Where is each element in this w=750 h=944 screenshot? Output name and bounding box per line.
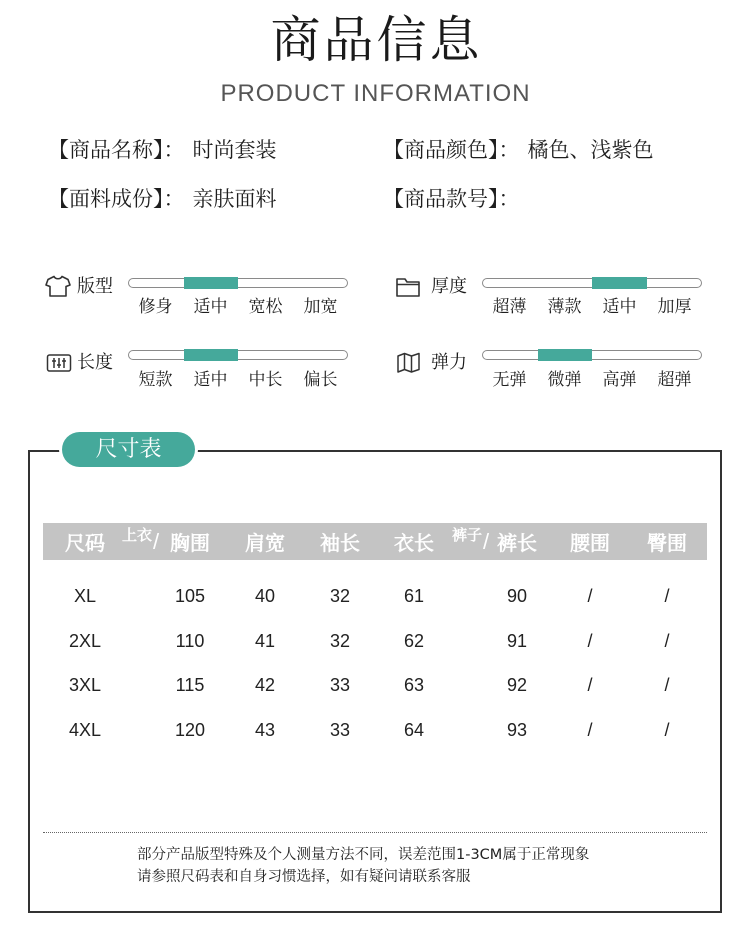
table-cell: 2XL: [68, 630, 102, 651]
column-header-shoulder: 肩宽: [245, 531, 285, 555]
length-option: 中长: [248, 370, 283, 390]
table-row: [43, 663, 707, 708]
attr-label-thickness: 厚度: [431, 276, 467, 297]
table-row: [43, 574, 707, 619]
table-cell: /: [587, 586, 593, 606]
table-cell: 33: [329, 675, 351, 696]
prefix-separator: /: [483, 529, 490, 554]
size-table-tab: 尺寸表: [62, 432, 195, 467]
length-option: 偏长: [303, 370, 338, 390]
table-cell: 115: [175, 675, 205, 696]
thickness-option: 薄款: [547, 297, 582, 317]
page-subtitle: PRODUCT INFORMATION: [220, 80, 531, 107]
table-cell: 42: [254, 675, 276, 696]
column-header-pants-length: 裤长: [497, 531, 537, 555]
prefix-top-label: 上衣: [122, 526, 153, 544]
elasticity-option: 微弹: [547, 370, 582, 390]
table-cell: 64: [403, 719, 425, 740]
attr-label-elasticity: 弹力: [431, 352, 467, 373]
attr-label-fit: 版型: [77, 276, 113, 297]
size-table-body: [43, 574, 707, 752]
info-label: 【面料成份】：: [48, 187, 185, 211]
thickness-option: 超薄: [492, 297, 527, 317]
table-cell: /: [587, 675, 593, 696]
thickness-option: 加厚: [657, 297, 692, 317]
column-header-chest: 胸围: [170, 531, 210, 555]
table-cell: 32: [329, 586, 351, 606]
table-cell: 3XL: [68, 675, 102, 696]
info-label: 【商品颜色】：: [383, 138, 520, 162]
elasticity-option: 高弹: [602, 370, 637, 390]
fit-options: [128, 296, 348, 318]
info-product-name: [48, 136, 277, 164]
dotted-divider: [43, 832, 707, 833]
table-cell: /: [587, 719, 593, 740]
table-cell: 91: [506, 630, 528, 651]
fit-level-track: [128, 278, 348, 288]
fit-option: 加宽: [303, 297, 338, 317]
length-option: 适中: [193, 370, 228, 390]
column-header-sleeve: 袖长: [320, 531, 360, 555]
table-cell: /: [664, 586, 670, 606]
page-title: 商品信息: [270, 11, 483, 69]
fit-option: 适中: [193, 297, 228, 317]
table-cell: 92: [506, 675, 528, 696]
elasticity-option: 超弹: [657, 370, 692, 390]
table-cell: 32: [329, 630, 351, 651]
attr-label-length: 长度: [77, 352, 113, 373]
column-header-hip: 臀围: [647, 531, 687, 555]
elasticity-level-indicator: [538, 349, 593, 361]
table-row: [43, 708, 707, 753]
table-cell: /: [664, 675, 670, 696]
table-cell: 93: [506, 719, 528, 740]
info-value: 时尚套装: [192, 138, 277, 162]
table-cell: 105: [174, 586, 206, 606]
prefix-separator: /: [153, 529, 160, 554]
table-cell: XL: [73, 586, 97, 606]
length-options: [128, 369, 348, 391]
column-header-waist: 腰围: [570, 531, 610, 555]
table-cell: 110: [175, 630, 205, 651]
info-style-number: [383, 185, 520, 213]
table-cell: 120: [174, 719, 206, 740]
table-cell: /: [664, 719, 670, 740]
folder-icon: [395, 275, 421, 299]
info-product-color: [383, 136, 654, 164]
table-cell: 33: [329, 719, 351, 740]
info-value: 橘色、浅紫色: [527, 138, 654, 162]
measurement-note: 部分产品版型特殊及个人测量方法不同，误差范围1-3CM属于正常现象: [137, 847, 590, 863]
table-cell: /: [587, 630, 593, 651]
fit-option: 修身: [138, 297, 173, 317]
info-label: 【商品款号】：: [383, 187, 520, 211]
length-level-indicator: [184, 349, 239, 361]
table-cell: 43: [254, 719, 276, 740]
length-option: 短款: [138, 370, 173, 390]
prefix-pants-label: 裤子: [452, 526, 483, 544]
tshirt-icon: [45, 274, 71, 298]
info-label: 【商品名称】：: [48, 138, 185, 162]
table-cell: 41: [254, 630, 276, 651]
table-cell: /: [664, 630, 670, 651]
thickness-level-indicator: [592, 277, 647, 289]
elasticity-level-track: [482, 350, 702, 360]
info-value: 亲肤面料: [192, 187, 277, 211]
elasticity-options: [482, 369, 702, 391]
slider-box-icon: [46, 351, 72, 375]
fit-option: 宽松: [248, 297, 283, 317]
thickness-option: 适中: [602, 297, 637, 317]
column-header-top-length: 衣长: [394, 531, 434, 555]
column-header-size: 尺码: [65, 531, 105, 555]
table-cell: 61: [403, 586, 425, 606]
fit-level-indicator: [184, 277, 239, 289]
table-cell: 90: [506, 586, 528, 606]
info-fabric: [48, 185, 277, 213]
table-cell: 40: [254, 586, 276, 606]
elasticity-option: 无弹: [492, 370, 527, 390]
folded-map-icon: [396, 351, 422, 375]
thickness-options: [482, 296, 702, 318]
selection-note: 请参照尺码表和自身习惯选择，如有疑问请联系客服: [137, 869, 471, 885]
table-row: [43, 619, 707, 664]
length-level-track: [128, 350, 348, 360]
table-cell: 62: [403, 630, 425, 651]
size-table-header: [43, 523, 707, 560]
table-cell: 63: [403, 675, 425, 696]
table-cell: 4XL: [68, 719, 102, 740]
thickness-level-track: [482, 278, 702, 288]
